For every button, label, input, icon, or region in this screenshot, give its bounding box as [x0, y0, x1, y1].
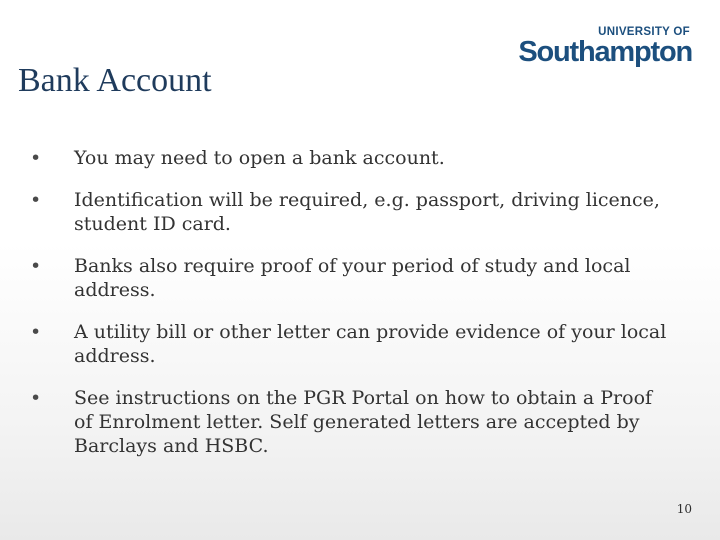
- university-logo: [517, 26, 692, 70]
- logo-main-text: Southampton: [518, 36, 692, 68]
- logo-top-text: UNIVERSITY OF: [598, 26, 690, 38]
- bullet-dot: •: [30, 321, 42, 343]
- bullet-text: A utility bill or other letter can provide evidence of your local address.: [74, 321, 667, 367]
- bullet-item: [30, 320, 670, 368]
- bullet-list: [30, 146, 670, 476]
- bullet-item: [30, 254, 670, 302]
- bullet-dot: •: [30, 255, 42, 277]
- slide-title: Bank Account: [18, 62, 212, 99]
- bullet-text: You may need to open a bank account.: [74, 147, 445, 169]
- bullet-dot: •: [30, 387, 42, 409]
- page-number: 10: [676, 502, 692, 516]
- bullet-dot: •: [30, 189, 42, 211]
- bullet-dot: •: [30, 147, 42, 169]
- bullet-text: See instructions on the PGR Portal on how to obtain a Proof of Enrolment letter. Self generated letters are accepted by Barclays and HSBC.: [74, 387, 653, 457]
- bullet-item: [30, 386, 670, 458]
- bullet-item: [30, 188, 670, 236]
- bullet-text: Banks also require proof of your period of study and local address.: [74, 255, 631, 301]
- bullet-text: Identification will be required, e.g. passport, driving licence, student ID card.: [74, 189, 660, 235]
- bullet-item: [30, 146, 670, 170]
